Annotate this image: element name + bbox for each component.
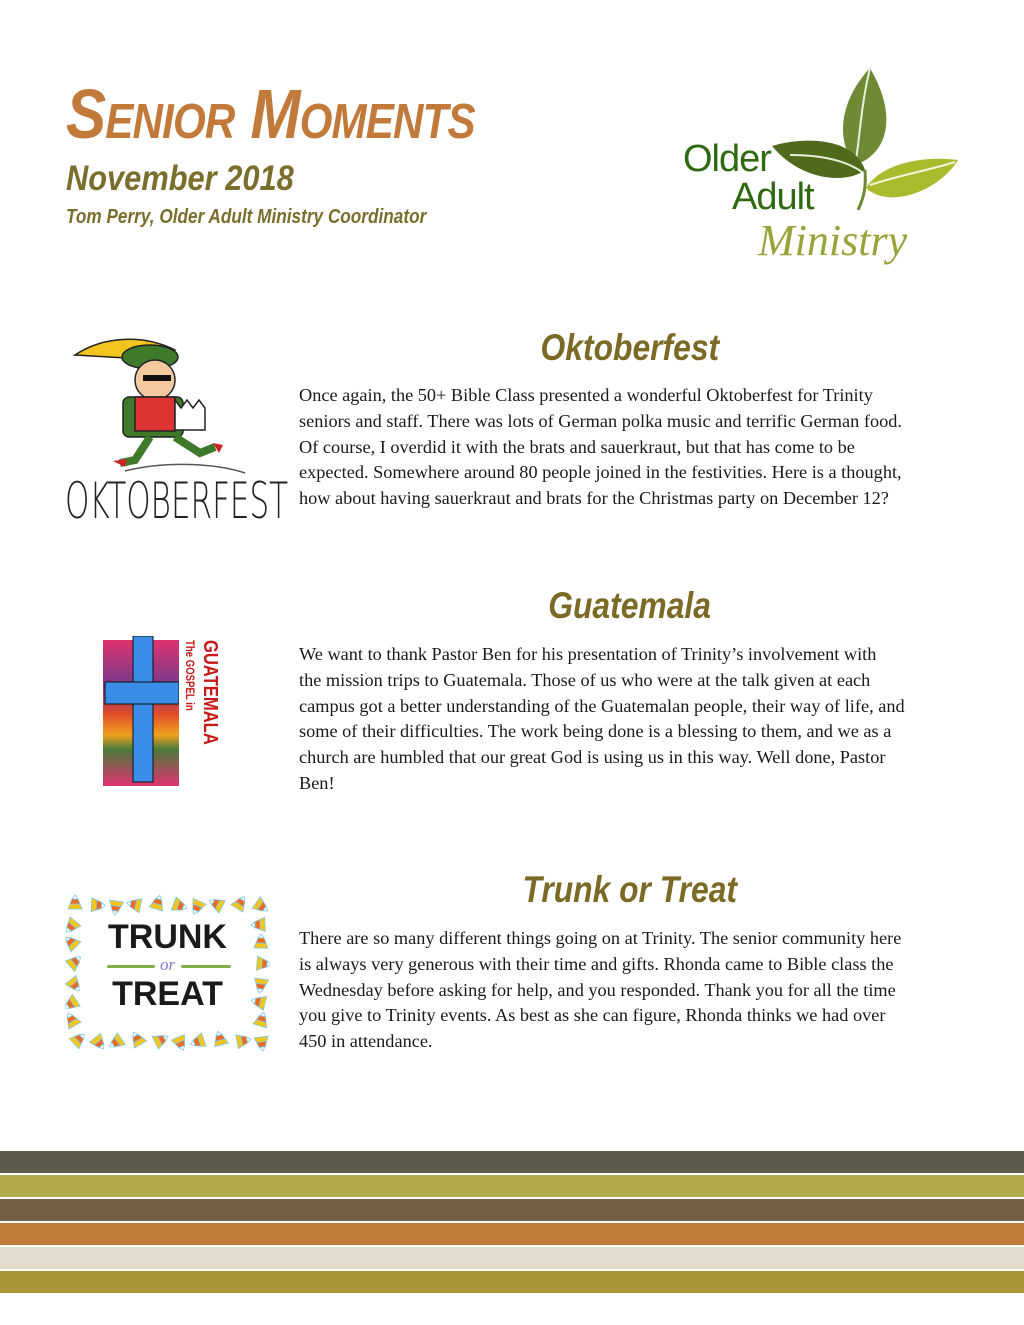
byline: Tom Perry, Older Adult Ministry Coordinator: [66, 206, 427, 228]
candy-corn-icon: [254, 1036, 270, 1052]
candy-corn-icon: [106, 1033, 125, 1052]
article-line: you give to Trinity events. As best as she can figure, Rhonda thinks we had over: [299, 1005, 886, 1026]
or-text: or: [159, 955, 176, 974]
article-line: some of their difficulties. The work being done is a blessing to them, and we as a: [299, 721, 892, 742]
candy-corn-icon: [188, 1033, 206, 1051]
oktoberfest-clipart-label: OKTOBERFEST: [65, 472, 289, 530]
article-body-oktoberfest: [299, 383, 979, 512]
footer-stripe: [0, 1199, 1024, 1221]
or-line-right: [181, 965, 231, 968]
candy-corn-icon: [231, 893, 250, 912]
candy-corn-icon: [149, 893, 166, 910]
logo-older: Older: [683, 138, 771, 180]
gospel-in-guatemala-image: [103, 636, 227, 788]
trunk-text: TRUNK: [108, 918, 227, 956]
footer-stripe: [0, 1175, 1024, 1197]
footer-stripe: [0, 1151, 1024, 1173]
candy-corn-icon: [206, 894, 225, 913]
article-line: Once again, the 50+ Bible Class presented a wonderful Oktoberfest for Trinity: [299, 385, 873, 405]
accordion-player-icon: [65, 335, 270, 475]
article-line: Wednesday before asking for help, and you responded. Thank you for all the time: [299, 979, 896, 1000]
candy-corn-icon: [253, 1010, 270, 1027]
cross-icon: [103, 636, 179, 788]
footer-stripe: [0, 1247, 1024, 1269]
candy-corn-icon: [152, 1030, 171, 1049]
candy-corn-icon: [90, 1033, 110, 1053]
guatemala-image-small-text: The GOSPEL in: [183, 640, 197, 711]
article-body-trunk-or-treat: [299, 926, 979, 1055]
article-line: campus got a better understanding of the Guatemalan people, their way of life, and: [299, 695, 905, 716]
newsletter-title: Senior Moments: [66, 75, 475, 153]
candy-corn-icon: [68, 895, 82, 909]
article-line: how about having sauerkraut and brats for the Christmas party on December 12?: [299, 488, 889, 509]
article-line: church are humbled that our great God is using us in this way. Well done, Pastor: [299, 747, 886, 768]
article-line: There are so many different things going on at Trinity. The senior community here: [299, 928, 902, 948]
candy-corn-icon: [65, 1010, 81, 1029]
trunk-or-treat-image: [65, 893, 270, 1053]
candy-corn-icon: [236, 1032, 252, 1048]
article-line: expected. Somewhere around 80 people joined in the festivities. Here is a thought,: [299, 462, 902, 483]
article-line: 450 in attendance.: [299, 1031, 433, 1052]
heading-oktoberfest: Oktoberfest: [540, 327, 720, 368]
article-line: We want to thank Pastor Ben for his presentation of Trinity’s involvement with: [299, 644, 877, 664]
treat-text: TREAT: [112, 975, 223, 1013]
heading-guatemala: Guatemala: [548, 585, 712, 626]
heading-trunk-or-treat: Trunk or Treat: [522, 869, 738, 910]
candy-corn-icon: [69, 1029, 89, 1049]
candy-corn-icon: [211, 1030, 228, 1047]
candy-corn-icon: [108, 900, 124, 916]
candy-corn-icon: [127, 1029, 146, 1048]
footer-stripe: [0, 1271, 1024, 1293]
logo-adult: Adult: [732, 176, 814, 218]
article-line: the mission trips to Guatemala. Those of us who were at the talk given at each: [299, 669, 871, 690]
issue-date: November 2018: [66, 159, 294, 198]
article-line: seniors and staff. There was lots of German polka music and terrific German food.: [299, 410, 902, 431]
article-line: is always very generous with their time and gifts. Rhonda came to Bible class the: [299, 953, 894, 974]
oktoberfest-clipart: [65, 335, 289, 530]
candy-corn-icon: [91, 898, 106, 913]
logo-ministry: Ministry: [758, 216, 908, 265]
article-body-guatemala: [299, 642, 979, 797]
candy-corn-icon: [171, 1035, 189, 1053]
candy-corn-icon: [125, 896, 142, 913]
or-line-left: [107, 965, 155, 968]
candy-corn-icon: [188, 898, 206, 916]
candy-corn-icon: [171, 897, 189, 915]
footer-stripe: [0, 1223, 1024, 1245]
article-line: Ben!: [299, 772, 335, 793]
article-line: Of course, I overdid it with the brats and sauerkraut, but that has come to be: [299, 436, 855, 457]
guatemala-image-large-text: GUATEMALA: [199, 640, 221, 745]
candy-corn-icon: [252, 897, 270, 917]
older-adult-ministry-logo: [670, 60, 970, 270]
